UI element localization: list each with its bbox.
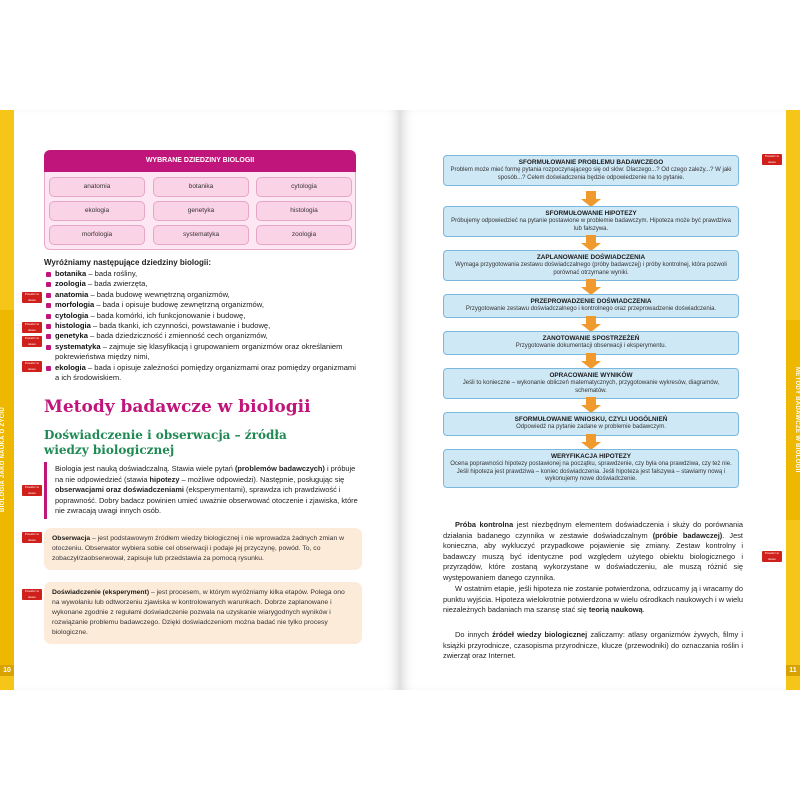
list-item: ekologia – bada i opisuje zależności pomiędzy organizmami oraz pomiędzy organizmami bbox=[44, 363, 364, 373]
domain-cell: systematyka bbox=[153, 225, 249, 245]
right-side-label: METODY BADAWCZE W BIOLOGII bbox=[794, 367, 800, 473]
flow-step: OPRACOWANIE WYNIKÓW Jeśli to konieczne – wykonanie obliczeń matematycznych, przygotowanie wykresów, diagramów, schematów. bbox=[443, 368, 739, 399]
list-item: anatomia – bada budowę wewnętrzną organizmów, bbox=[44, 290, 364, 300]
control-sample-paragraph: Próba kontrolna jest niezbędnym elementem doświadczenia i służy do porównania działania badanego czynnika w zestawie doświadczalnym (próbie badawczej). Jest konieczna, aby wykluczyć przypadkowe pojawienie się zmiany. Zestaw kontrolny i badawczy muszą być identyczne pod względem użytego obiektu biologicznego i przyrządów, które zostaną wykorzystane w doświadczeniu, ale muszą różnić się występowaniem danego czynnika. bbox=[443, 520, 744, 582]
domains-table-header: WYBRANE DZIEDZINY BIOLOGII bbox=[44, 150, 356, 172]
list-item-continuation: pokrewieństwa między nimi, bbox=[55, 352, 150, 362]
domain-cell: botanika bbox=[153, 177, 249, 197]
down-arrow-icon bbox=[581, 434, 601, 450]
flow-step: PRZEPROWADZENIE DOŚWIADCZENIA Przygotowanie zestawu doświadczalnego i kontrolnego oraz przeprowadzenie doświadczenia. bbox=[443, 294, 739, 318]
observation-definition-box: Obserwacja – jest podstawowym źródłem wiedzy biologicznej i nie wprowadza żadnych zmian w otoczeniu. Obserwator wybiera sobie cel obserwacji i podaje jej przyczynę, powód. To, co zobaczył/zaobserwował, zapisuje lub przedstawia za pomocą rysunku. bbox=[44, 528, 362, 570]
sources-paragraph: Do innych źródeł wiedzy biologicznej zaliczamy: atlasy organizmów żywych, filmy i książki przyrodnicze, czasopisma przyrodnicze, klucze (przewodniki) do oznaczania roślin i zwierząt oraz Internet. bbox=[443, 630, 743, 661]
margin-tag: Powtórz to słowo bbox=[22, 361, 42, 372]
hypothesis-paragraph: W ostatnim etapie, jeśli hipoteza nie zostanie potwierdzona, odrzucamy ją i wracamy do punktu wyjścia. Hipoteza wielokrotnie potwierdzona w wielu ośrodkach naukowych i w wielu niezależnych badaniach ma szansę stać się teorią naukową. bbox=[443, 584, 743, 615]
list-item: cytologia – bada komórki, ich funkcjonowanie i budowę, bbox=[44, 311, 364, 321]
down-arrow-icon bbox=[581, 316, 601, 332]
right-side-strip bbox=[786, 110, 800, 690]
section-subheading: Doświadczenie i obserwacja – źródła wiedzy biologicznej bbox=[44, 428, 287, 457]
margin-tag: Powtórz to słowo bbox=[22, 292, 42, 303]
left-page bbox=[0, 110, 400, 690]
left-side-strip bbox=[0, 110, 14, 690]
left-page-number: 10 bbox=[0, 665, 14, 676]
intro-paragraph: Biologia jest nauką doświadczalną. Stawia wiele pytań (problemów badawczych) i próbuje na nie odpowiedzieć (stawia hipotezy – możliwe odpowiedzi). Następnie, posługując się obserwacjami oraz doświadczeniami (eksperymentami), sprawdza ich prawdziwość i poprawność. Dobry badacz powinien umieć uważnie obserwować otoczenie i zjawiska, które nie zwracają uwagi innych osób. bbox=[44, 462, 362, 519]
down-arrow-icon bbox=[581, 235, 601, 251]
margin-tag: Powtórz to słowo bbox=[22, 532, 42, 543]
down-arrow-icon bbox=[581, 191, 601, 207]
margin-tag: Powtórz to słowo bbox=[762, 154, 782, 165]
list-item-continuation: a ich środowiskiem. bbox=[55, 373, 122, 383]
flow-step: ZAPLANOWANIE DOŚWIADCZENIA Wymaga przygotowania zestawu doświadczalnego (próby badawczej) i próby kontrolnej, która pozwoli porównać otrzymane wyniki. bbox=[443, 250, 739, 281]
list-item: zoologia – bada zwierzęta, bbox=[44, 279, 364, 289]
margin-tag: Powtórz to słowo bbox=[22, 322, 42, 333]
left-side-label: BIOLOGIA JAKO NAUKA O ŻYCIU bbox=[0, 407, 6, 513]
margin-tag: Powtórz to słowo bbox=[22, 485, 42, 496]
domain-cell: zoologia bbox=[256, 225, 352, 245]
down-arrow-icon bbox=[581, 397, 601, 413]
list-item: systematyka – zajmuje się klasyfikacją i grupowaniem organizmów oraz określaniem bbox=[44, 342, 364, 352]
margin-tag: Powtórz to słowo bbox=[22, 589, 42, 600]
down-arrow-icon bbox=[581, 279, 601, 295]
flow-step: SFORMUŁOWANIE HIPOTEZY Próbujemy odpowiedzieć na pytanie postawione w problemie badawczym. Hipoteza może być prawdziwa lub fałszywa. bbox=[443, 206, 739, 237]
book-spread bbox=[0, 110, 800, 690]
domain-cell: cytologia bbox=[256, 177, 352, 197]
domain-cell: genetyka bbox=[153, 201, 249, 221]
margin-tag: Powtórz to słowo bbox=[762, 551, 782, 562]
experiment-definition-box: Doświadczenie (eksperyment) – jest procesem, w którym wyróżniamy kilka etapów. Polega ono na wywołaniu lub odtworzeniu zjawiska w kontrolowanych warunkach. Dobrze zaplanowane i wykonane zgodnie z regułami doświadczenie pozwala na uzyskanie wiarygodnych wyników i rozwiązanie problemu badawczego. Dzięki doświadczeniom można badać nie tylko procesy biologiczne. bbox=[44, 582, 362, 644]
list-item: botanika – bada rośliny, bbox=[44, 269, 364, 279]
list-item: morfologia – bada i opisuje budowę zewnętrzną organizmów, bbox=[44, 300, 364, 310]
domains-table bbox=[44, 172, 356, 250]
list-item: genetyka – bada dziedziczność i zmienność cech organizmów, bbox=[44, 331, 364, 341]
right-page bbox=[400, 110, 800, 690]
right-page-number: 11 bbox=[786, 665, 800, 676]
domain-cell: morfologia bbox=[49, 225, 145, 245]
domain-cell: anatomia bbox=[49, 177, 145, 197]
flow-step: SFORMUŁOWANIE PROBLEMU BADAWCZEGO Problem może mieć formę pytania rozpoczynającego się od słów: Dlaczego...? Od czego zależy...? W jaki sposób...? Celem doświadczenia będzie odpowiedzenie na to pytanie. bbox=[443, 155, 739, 186]
flow-step: WERYFIKACJA HIPOTEZY Ocena poprawności hipotezy postawionej na początku, sprawdzenie, czy była ona prawdziwa, czy też nie. Jeśli hipoteza jest prawdziwa – koniec doświadczenia. Jeśli hipoteza jest fałszywa – stawiamy nową i wykonujemy nowe doświadczenie. bbox=[443, 449, 739, 488]
domains-list bbox=[44, 269, 364, 383]
flow-step: SFORMUŁOWANIE WNIOSKU, CZYLI UOGÓLNIEŃ Odpowiedź na pytanie zadane w problemie badawczym. bbox=[443, 412, 739, 436]
down-arrow-icon bbox=[581, 353, 601, 369]
list-item: histologia – bada tkanki, ich czynności, powstawanie i budowę, bbox=[44, 321, 364, 331]
section-heading: Metody badawcze w biologii bbox=[44, 397, 311, 417]
domain-cell: histologia bbox=[256, 201, 352, 221]
domains-intro: Wyróżniamy następujące dziedziny biologii: bbox=[44, 258, 211, 267]
margin-tag: Powtórz to słowo bbox=[22, 336, 42, 347]
flow-step: ZANOTOWANIE SPOSTRZEŻEŃ Przygotowanie dokumentacji obserwacji i eksperymentu. bbox=[443, 331, 739, 355]
domain-cell: ekologia bbox=[49, 201, 145, 221]
